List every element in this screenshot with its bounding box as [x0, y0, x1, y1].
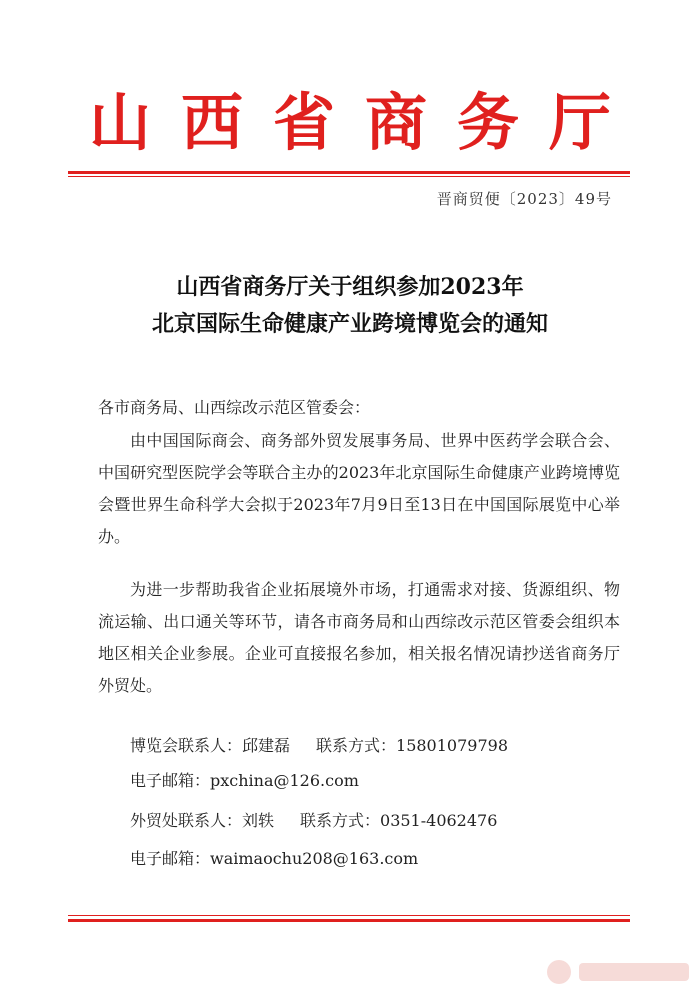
document-title-line-1: 山西省商务厅关于组织参加2023年 [176, 274, 524, 300]
trade-contact-person: 外贸处联系人：刘轶 [130, 811, 275, 830]
body-paragraph-2: 为进一步帮助我省企业拓展境外市场，打通需求对接、货源组织、物流运输、出口通关等环节，请各市商务局和山西综改示范区管委会组织本地区相关企业参展。企业可直接报名参加，相关报名情况请抄送省商务厅外贸处。 [98, 580, 620, 695]
footer-divider-thick [68, 919, 630, 922]
watermark-logo-icon [545, 955, 695, 989]
header-divider-thick [68, 171, 630, 174]
trade-contact-phone: 联系方式：0351-4062476 [300, 811, 498, 830]
expo-email-line: 电子邮箱：pxchina@126.com [130, 771, 359, 790]
trade-contact-line [130, 809, 497, 833]
footer-divider-thin [68, 915, 630, 916]
expo-contact-phone: 联系方式：15801079798 [316, 736, 508, 755]
expo-contact-line [130, 734, 508, 758]
expo-contact-person: 博览会联系人：邱建磊 [130, 736, 291, 755]
header-divider-thin [68, 176, 630, 177]
issuing-organization-header: 山西省商务厅 [88, 86, 641, 159]
document-number: 晋商贸便〔2023〕49号 [436, 190, 612, 208]
body-paragraph-1: 由中国国际商会、商务部外贸发展事务局、世界中医药学会联合会、中国研究型医院学会等联合主办的2023年北京国际生命健康产业跨境博览会暨世界生命科学大会拟于2023年7月9日至13日在中国国际展览中心举办。 [98, 431, 620, 546]
document-title-line-2: 北京国际生命健康产业跨境博览会的通知 [151, 311, 548, 337]
trade-email-line: 电子邮箱：waimaochu208@163.com [130, 849, 419, 868]
addressee: 各市商务局、山西综改示范区管委会： [98, 398, 371, 417]
